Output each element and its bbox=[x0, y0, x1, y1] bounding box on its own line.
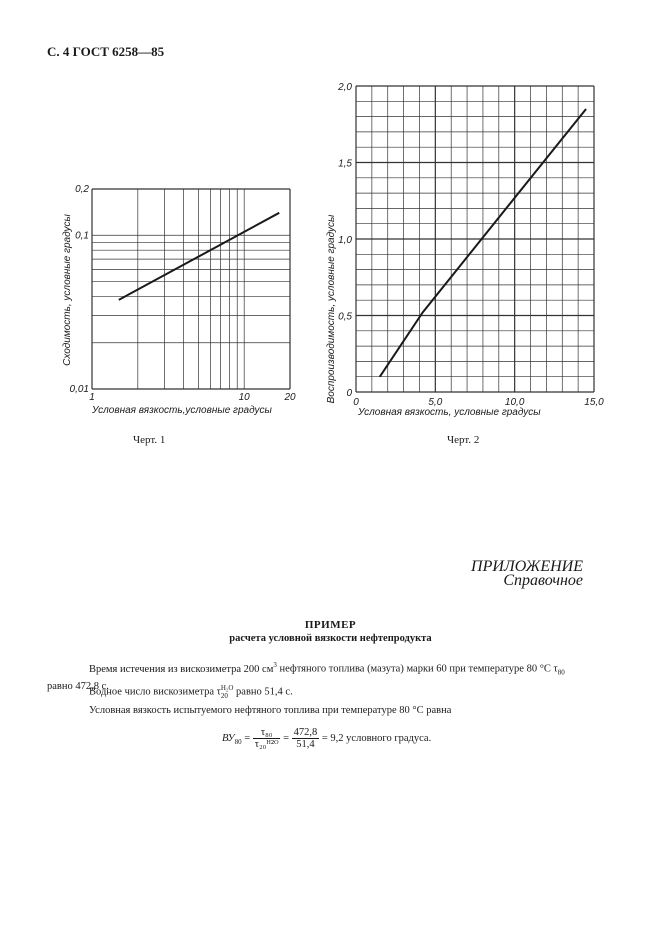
chart-1-ticks bbox=[70, 184, 296, 403]
x-tick-label: 0 bbox=[353, 397, 359, 408]
chart-1 bbox=[50, 175, 300, 420]
chart-2-ylabel: Воспроизводимость, условные градусы bbox=[326, 214, 337, 404]
x-tick-label: 15,0 bbox=[584, 397, 604, 408]
x-tick-label: 20 bbox=[284, 392, 296, 403]
formula: $ВУ_{80}$ = $\frac{\text{τ₈₀}}{\text{τ₂₀ᴴ²ᴼ}}$ = $\frac{472,8}{51,4}$ = 9,2 условного градуса. bbox=[222, 727, 432, 750]
x-tick-label: 10 bbox=[238, 392, 250, 403]
example-title: ПРИМЕР bbox=[304, 619, 357, 631]
y-tick-label: 0,5 bbox=[338, 311, 352, 323]
paragraph-1: Время истечения из вискозиметра 200 $см^3$ нефтяного топлива (мазута) марки 60 при температуре 80 °С $\tau_{80}$ равно 472,8 с. bbox=[47, 661, 565, 692]
chart-2-xlabel: Условная вязкость, условные градусы bbox=[358, 407, 541, 418]
chart-1-xlabel: Условная вязкость,условные градусы bbox=[92, 405, 272, 416]
y-tick-label: 0,01 bbox=[69, 384, 89, 395]
x-tick-label: 5,0 bbox=[428, 397, 443, 408]
chart-2 bbox=[318, 72, 608, 422]
y-tick-label: 2,0 bbox=[338, 82, 352, 93]
x-tick-label: 10,0 bbox=[504, 397, 525, 408]
chart-1-ylabel: Сходимость, условные градусы bbox=[62, 214, 73, 366]
y-tick-label: 0,2 bbox=[75, 184, 89, 195]
y-tick-label: 0,1 bbox=[75, 230, 89, 242]
page-header: С. 4 ГОСТ 6258—85 bbox=[47, 44, 165, 59]
appendix-title: ПРИЛОЖЕНИЕ bbox=[471, 558, 583, 575]
chart-2-grid bbox=[356, 86, 594, 392]
example-subtitle: расчета условной вязкости нефтепродукта bbox=[229, 633, 432, 644]
chart-1-grid bbox=[92, 189, 290, 389]
y-tick-label: 1,0 bbox=[338, 235, 352, 246]
appendix-subtitle: Справочное bbox=[503, 572, 583, 589]
x-tick-label: 1 bbox=[89, 392, 95, 403]
y-tick-label: 0 bbox=[346, 388, 352, 399]
paragraph-3: Условная вязкость испытуемого нефтяного топлива при температуре 80 °С равна bbox=[89, 705, 452, 716]
chart-1-caption: Черт. 1 bbox=[133, 434, 166, 446]
chart-2-caption: Черт. 2 bbox=[447, 434, 480, 446]
chart-2-ticks bbox=[337, 82, 604, 408]
y-tick-label: 1,5 bbox=[338, 158, 352, 170]
paragraph-2: Водное число вискозиметра τ H₂O 20 равно 51,4 с. bbox=[89, 684, 293, 700]
chart-1-line bbox=[119, 213, 279, 300]
